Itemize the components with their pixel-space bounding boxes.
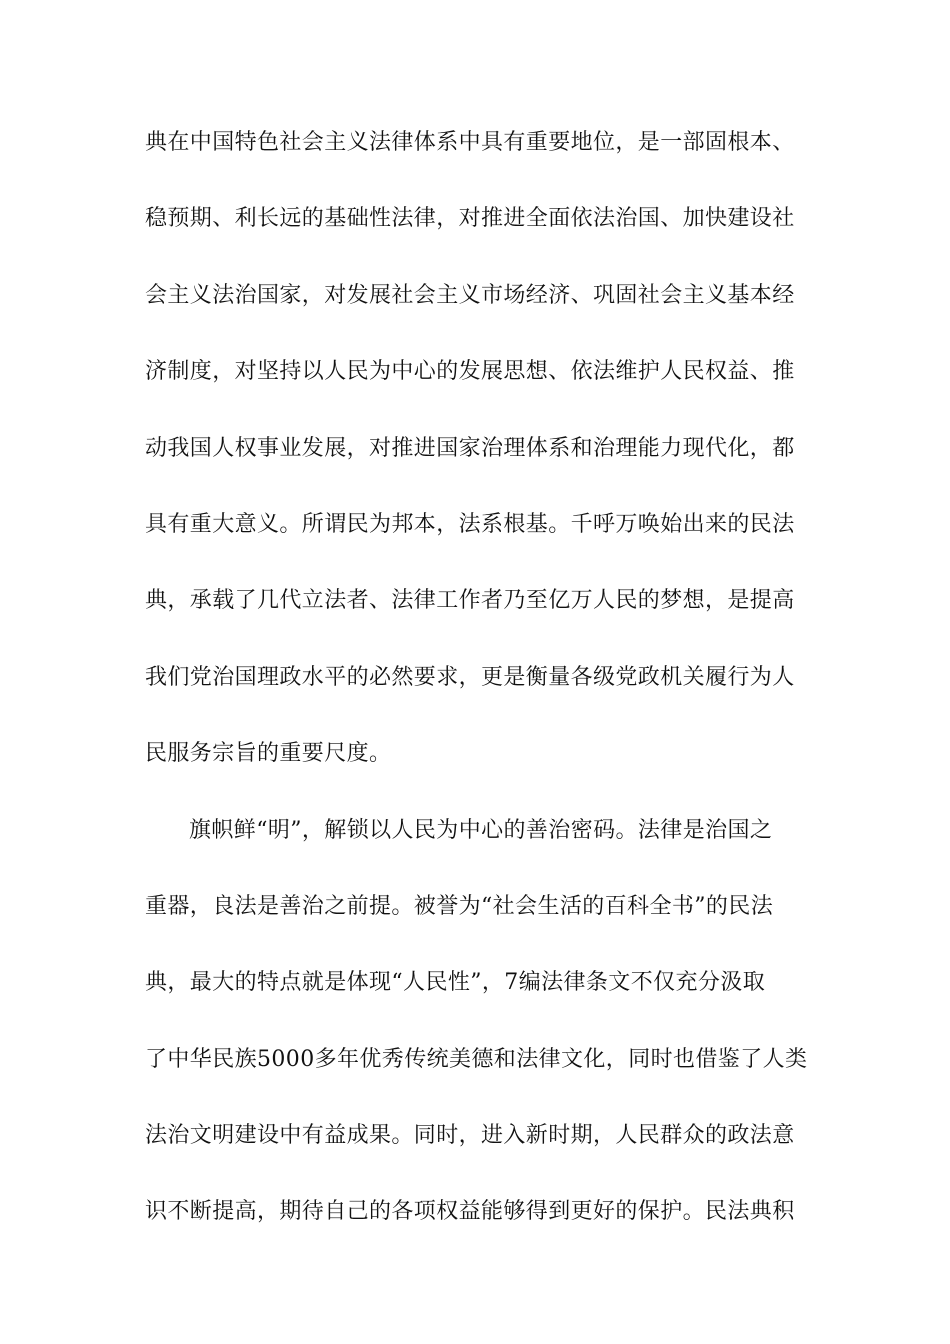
text-line: 典，承载了几代立法者、法律工作者乃至亿万人民的梦想，是提高 bbox=[145, 588, 795, 614]
document-body bbox=[145, 124, 808, 1270]
text-line: 具有重大意义。所谓民为邦本，法系根基。千呼万唤始出来的民法 bbox=[145, 511, 795, 537]
text-line: 典在中国特色社会主义法律体系中具有重要地位，是一部固根本、 bbox=[145, 130, 795, 155]
text-line: 识不断提高，期待自己的各项权益能够得到更好的保护。民法典积 bbox=[145, 1199, 795, 1225]
text-line: 民服务宗旨的重要尺度。 bbox=[145, 741, 392, 767]
text-line: 重器，良法是善治之前提。被誉为“社会生活的百科全书”的民法 bbox=[145, 893, 774, 919]
text-line: 济制度，对坚持以人民为中心的发展思想、依法维护人民权益、推 bbox=[145, 359, 795, 385]
text-line: 法治文明建设中有益成果。同时，进入新时期，人民群众的政法意 bbox=[145, 1123, 795, 1149]
paragraph-start-line: 旗帜鲜“明”，解锁以人民为中心的善治密码。法律是治国之 bbox=[189, 817, 773, 843]
text-line: 典，最大的特点就是体现“人民性”，7编法律条文不仅充分汲取 bbox=[145, 970, 766, 996]
text-line: 了中华民族5000多年优秀传统美德和法律文化，同时也借鉴了人类 bbox=[145, 1046, 808, 1072]
text-line: 动我国人权事业发展，对推进国家治理体系和治理能力现代化，都 bbox=[145, 435, 795, 461]
text-line: 会主义法治国家，对发展社会主义市场经济、巩固社会主义基本经 bbox=[145, 282, 795, 308]
text-line: 我们党治国理政水平的必然要求，更是衡量各级党政机关履行为人 bbox=[145, 664, 795, 690]
text-line: 稳预期、利长远的基础性法律，对推进全面依法治国、加快建设社 bbox=[145, 206, 795, 232]
